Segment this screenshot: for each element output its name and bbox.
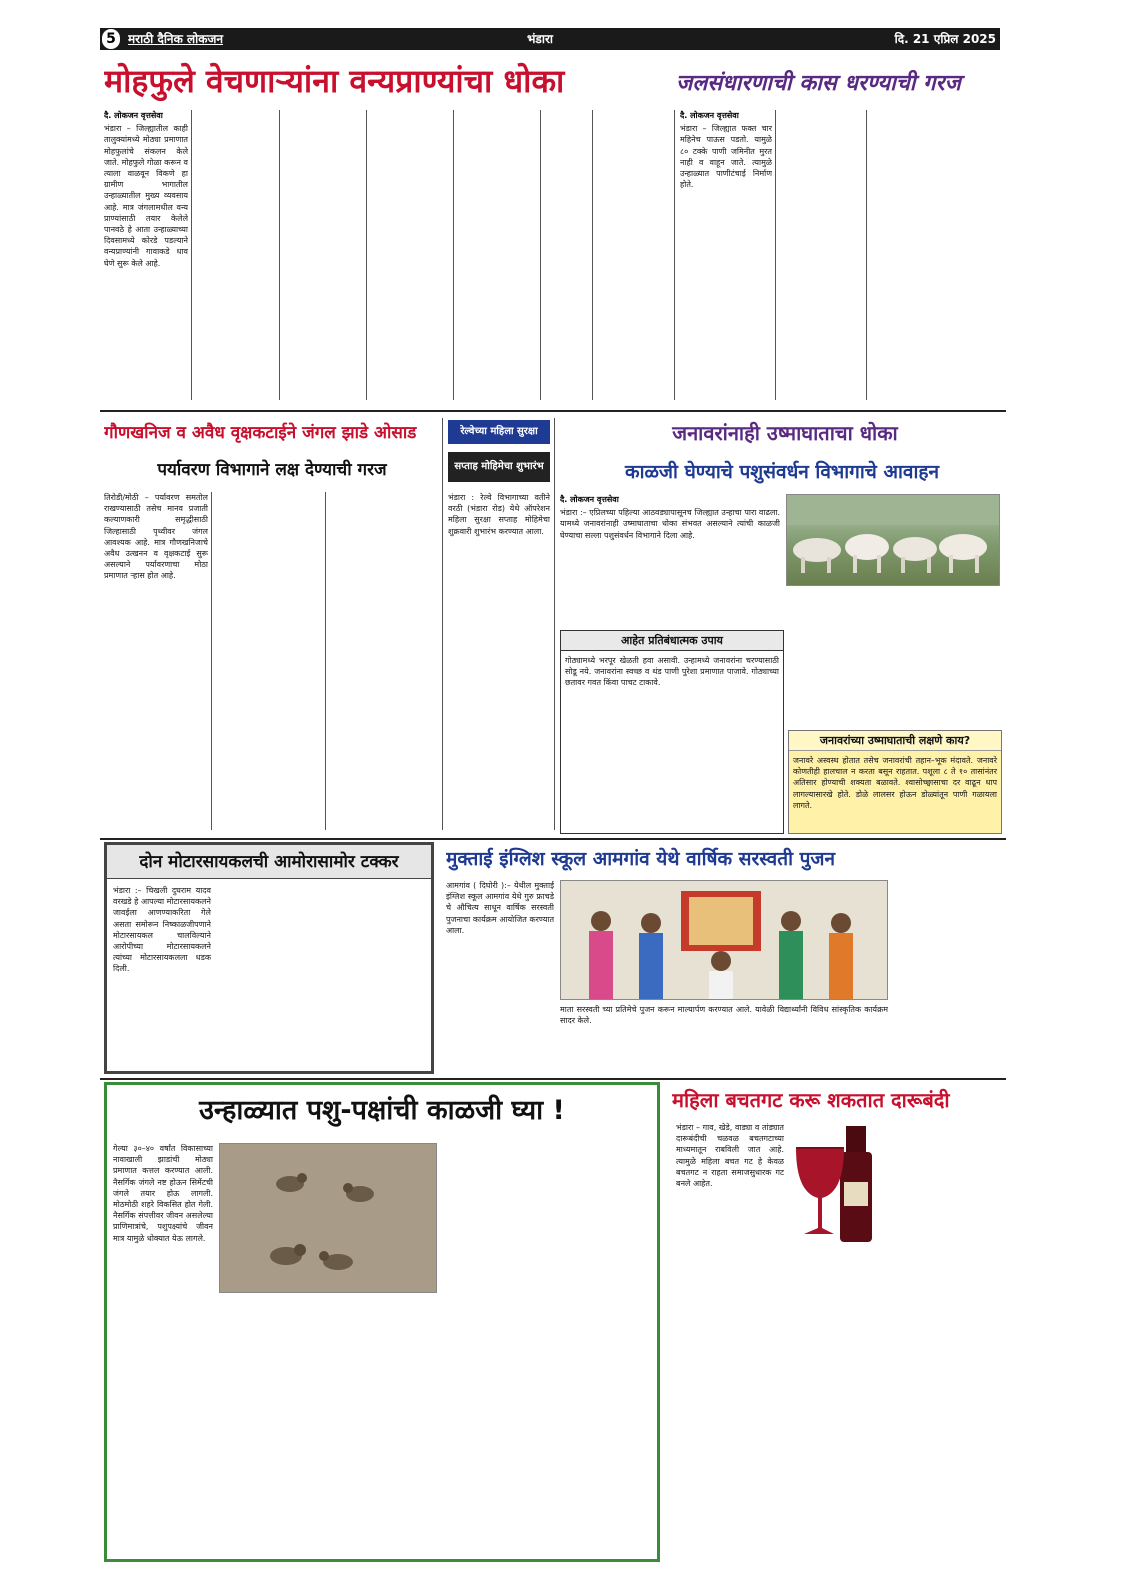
story7-lead: आमगांव ( दिघोरी ):– येथील मुक्ताई इंग्लिश स्कूल आमगांव येथे गुरु फ्राचडे चे औचित्य साधून वार्षिक सरस्वती पुजनाचा कार्यक्रम आयोजित करण्यात आला. [446, 881, 554, 935]
section-city: भंडारा [527, 32, 553, 46]
story1-lead: भंडारा – जिल्ह्यातील काही तालुक्यांमध्ये मोठ्या प्रमाणात मोहफुलांचे संकलन केले जाते. मोहफुले गोळा करून व त्याला वाळवून विकणे हा ग्रामीण भागातील उन्हाळ्यातील मुख्य व्यवसाय आहे. मात्र जंगलामधील वन्य प्राण्यांसाठी तयार केलेले पानवठे हे आता उन्हाळ्याच्या दिवसामध्ये कोरडे पडल्याने वन्यप्राण्यांनी गावाकडे धाव घेणे सुरू केले आहे. [104, 124, 188, 268]
column-divider [554, 418, 555, 830]
wine-glass-illustration [788, 1122, 892, 1248]
story3-subhead: पर्यावरण विभागाने लक्ष देण्याची गरज [157, 460, 387, 480]
column-divider [866, 110, 867, 400]
column-divider [453, 110, 454, 400]
story2-headline: जलसंधारणाची कास धरण्याची गरज [676, 71, 961, 96]
story6-column [113, 885, 211, 1069]
story2-byline: दै. लोकजन वृत्तसेवा [680, 111, 739, 120]
column-divider [366, 110, 367, 400]
cattle-photo [786, 494, 1000, 586]
story9-column-2 [896, 1122, 1002, 1556]
issue-date: दि. 21 एप्रिल 2025 [894, 32, 996, 46]
birds-photo [219, 1143, 437, 1293]
story1-headline: मोहफुले वेचणाऱ्यांना वन्यप्राण्यांचा धोका [104, 62, 565, 100]
story5-lead: भंडारा :– एप्रिलच्या पहिल्या आठवड्यापासूनच जिल्ह्यात उन्हाचा पारा वाढला. यामध्ये जनावरांनाही उष्माघाताचा धोका संभवत असल्याने त्यांची काळजी घेण्याचा सल्ला पशुसंवर्धन विभागाने दिला आहे. [560, 508, 780, 540]
story1-column-1 [104, 110, 188, 402]
story7-caption: माता सरस्वती च्या प्रतिमेचे पुजन करून माल्यार्पण करण्यात आले. यावेळी विद्यार्थ्यांनी विविध सांस्कृतिक कार्यक्रम सादर केले. [560, 1005, 888, 1026]
story4-label: रेल्वेच्या महिला सुरक्षा [448, 420, 550, 444]
column-divider [279, 110, 280, 400]
symptoms-box [788, 730, 1002, 834]
story9-lead: भंडारा – गाव, खेडे, वाड्या व तांड्यात दारूबंदीची चळवळ बचतगटाच्या माध्यमातून राबविली जात आहे. त्यामुळे महिला बचत गट हे केवळ बचतगट न राहता समाजसुधारक गट बनले आहेत. [676, 1123, 784, 1189]
school-event-photo [560, 880, 888, 1000]
precautions-title: आहेत प्रतिबंधात्मक उपाय [561, 631, 783, 651]
precautions-text: गोठ्यामध्ये भरपूर खेळती हवा असावी. उन्हामध्ये जनावरांना चरण्यासाठी सोडू नये. जनावरांना स्वच्छ व थंड पाणी पुरेशा प्रमाणात पाजावे. गोठ्याच्या छतावर गवत किंवा पाचट टाकावे. [565, 656, 779, 688]
column-divider [442, 418, 443, 830]
story2-column [680, 110, 772, 402]
story6-headline: दोन मोटारसायकलची आमोरासामोर टक्कर [107, 845, 431, 879]
accident-box [104, 842, 434, 1074]
story8-lead: गेल्या ३०–४० वर्षांत विकासाच्या नावाखाली झाडांची मोठ्या प्रमाणात कत्तल करण्यात आली. नैसर्गिक जंगले नष्ट होऊन सिमेंटची जंगले तयार होऊ लागली. मोठमोठी शहरे विकसित होत गेली. नैसर्गिक संपत्तीवर जीवन असलेल्या प्राणिमात्रांचे, पशुपक्ष्यांचे जीवन मात्र यामुळे धोक्यात येऊ लागले. [113, 1144, 213, 1243]
column-divider [191, 110, 192, 400]
paper-name: मराठी दैनिक लोकजन [128, 32, 224, 46]
wildlife-care-box [104, 1082, 660, 1562]
story4-subhead: सप्ताह मोहिमेचा शुभारंभ [448, 452, 550, 482]
wine-glass-photo [788, 1122, 892, 1248]
story4-column [448, 492, 550, 832]
birds-illustration [220, 1144, 437, 1293]
column-divider [211, 492, 212, 830]
section-rule [100, 838, 1006, 840]
story6-lead: भंडारा :– चिखली दुघराम यादव वरखडे हे आपल्या मोटारसायकलने जावईला आणण्याकरिता गेले असता समोरून निष्काळजीपणाने मोटारसायकल चालविल्याने आरोपीच्या मोटारसायकलने त्यांच्या मोटारसायकलला धडक दिली. [113, 886, 211, 974]
story3-headline: गौणखनिज व अवैध वृक्षकटाईने जंगल झाडे ओसाड [104, 423, 417, 443]
column-divider [325, 492, 326, 830]
story5-subhead: काळजी घेण्याचे पशुसंवर्धन विभागाचे आवाहन [624, 461, 940, 483]
symptoms-title: जनावरांच्या उष्माघाताची लक्षणे काय? [789, 731, 1001, 751]
story5-column-2 [788, 592, 1000, 712]
story5-column [560, 494, 780, 624]
story1-byline: दै. लोकजन वृत्तसेवा [104, 111, 163, 120]
column-divider [540, 110, 541, 400]
story9-headline: महिला बचतगट करू शकतात दारूबंदी [672, 1088, 950, 1112]
section-rule [100, 1078, 1006, 1080]
story8-headline: उन्हाळ्यात पशु-पक्षांची काळजी घ्या ! [199, 1095, 565, 1126]
page-number: 5 [102, 29, 120, 49]
symptoms-text: जनावरे अस्वस्थ होतात तसेच जनावरांची तहान–भूक मंदावते. जनावरे कोणतीही हालचाल न करता बसून राहतात. पशूला ८ ते १० तासांनंतर अतिसार होण्याची शक्यता बळावते. श्वासोच्छ्वासाचा दर वाढून धाप लागल्यासारखे होते. डोळे लालसर होऊन डोळ्यांतून पाणी गळायला लागते. [793, 756, 997, 810]
story7-column-2 [892, 880, 1002, 1076]
story5-byline: दै. लोकजन वृत्तसेवा [560, 495, 619, 504]
story7-headline: मुक्ताई इंग्लिश स्कूल आमगांव येथे वार्षिक सरस्वती पुजन [446, 848, 836, 870]
school-event-illustration [561, 881, 888, 1000]
cattle-illustration [787, 495, 1000, 586]
column-divider [775, 110, 776, 400]
column-divider [592, 110, 593, 400]
story7-column [446, 880, 554, 1076]
story3-column [104, 492, 208, 832]
story4-lead: भंडारा : रेल्वे विभागाच्या वतीने वरठी (भंडारा रोड) येथे ऑपरेशन महिला सुरक्षा सप्ताह मोहिमेचा शुक्रवारी शुभारंभ करण्यात आला. [448, 493, 550, 536]
section-rule [100, 410, 1006, 412]
story5-headline: जनावरांनाही उष्माघाताचा धोका [672, 421, 898, 445]
story9-column [676, 1122, 784, 1556]
story3-lead: तिरोडी/मोठी – पर्यावरण समतोल राखण्यासाठी तसेच मानव प्रजाती कल्याणकारी समृद्धीसाठी जिल्हासाठी पृथ्वीवर जंगल आवश्यक आहे. मात्र गौणखनिजाचे अवैध उत्खनन व वृक्षकटाई सुरू असल्याने पर्यावरणाचा मोठा प्रमाणात ऱ्हास होत आहे. [104, 493, 208, 581]
story8-column [113, 1143, 213, 1553]
precautions-box [560, 630, 784, 834]
column-divider [674, 110, 675, 400]
story2-lead: भंडारा – जिल्ह्यात फक्त चार महिनेच पाऊस पडतो. यामुळे ८० टक्के पाणी जमिनीत मुरत नाही व वाहून जाते. त्यामुळे उन्हाळ्यात पाणीटंचाई निर्माण होते. [680, 124, 772, 190]
